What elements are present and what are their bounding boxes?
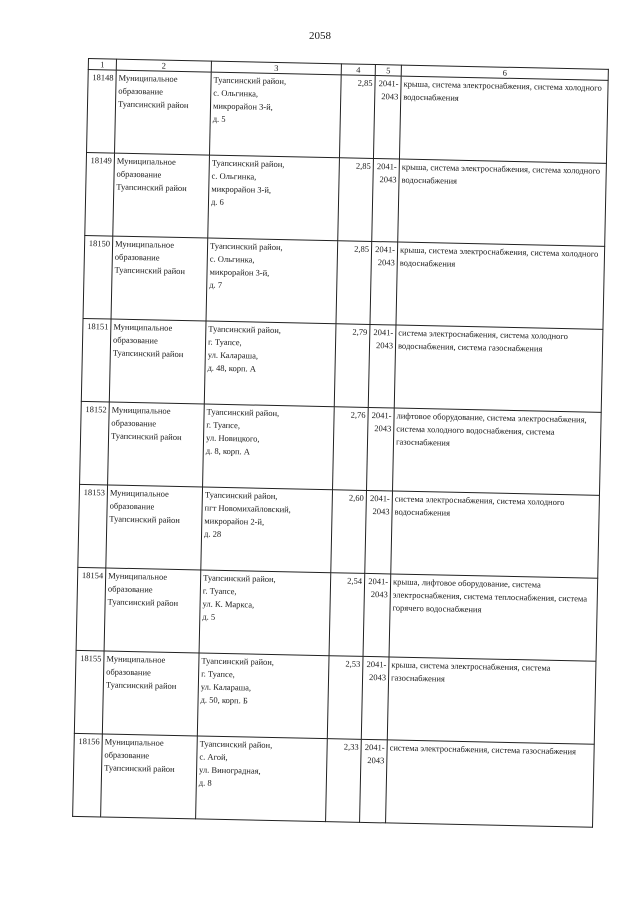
- address-cell: [208, 155, 340, 241]
- address-line: Туапсинский район,: [203, 572, 276, 585]
- register-table: [72, 58, 609, 828]
- address-line: с. Ольгинка,: [213, 87, 259, 99]
- address-cell: [203, 404, 335, 490]
- works-cell: крыша, система электроснабжения, система холодного водоснабжения: [398, 159, 607, 246]
- years-cell: [370, 241, 398, 325]
- years-line: 2043: [368, 672, 387, 683]
- works-cell: крыша, система электроснабжения, система холодного водоснабжения: [399, 76, 608, 163]
- owner-line: Муниципальное: [116, 155, 176, 167]
- years-cell: [373, 76, 401, 160]
- owner-line: Туапсинский район: [114, 264, 186, 277]
- owner-cell: [101, 734, 198, 819]
- owner-line: Туапсинский район: [107, 596, 179, 609]
- header-col-3: 3: [211, 61, 341, 75]
- table-row: [87, 70, 609, 164]
- works-cell: система электроснабжения, система газоснабжения: [386, 740, 595, 827]
- address-line: пгт Новомихайловский,: [204, 502, 291, 515]
- owner-line: Туапсинский район: [110, 430, 182, 443]
- address-cell: [196, 736, 328, 822]
- owner-cell: [115, 70, 212, 155]
- value-cell: 2,53: [327, 656, 363, 740]
- header-col-5: 5: [375, 65, 401, 77]
- address-line: Туапсинский район,: [201, 655, 275, 668]
- value-cell: 2,33: [326, 739, 362, 823]
- table-row: [80, 401, 602, 495]
- works-cell: крыша, система электроснабжения, система холодного водоснабжения: [396, 242, 605, 329]
- table-row: [85, 152, 607, 246]
- years-cell: [368, 324, 396, 408]
- owner-cell: [111, 236, 208, 321]
- address-line: г. Туапсе,: [207, 336, 242, 348]
- address-line: д. 48, корп. А: [207, 362, 257, 374]
- works-cell: система электроснабжения, система холодного водоснабжения, система газоснабжения: [394, 325, 603, 412]
- table-body: [73, 70, 609, 828]
- value-cell: 2,76: [333, 407, 369, 491]
- years-line: 2041-: [378, 78, 399, 89]
- owner-line: Муниципальное: [113, 321, 173, 333]
- owner-line: образование: [104, 749, 150, 761]
- years-cell: [365, 490, 393, 574]
- owner-line: Муниципальное: [104, 736, 164, 748]
- address-line: д. 50, корп. Б: [200, 694, 248, 706]
- address-line: д. 5: [202, 611, 216, 622]
- years-line: 2041-: [366, 658, 387, 670]
- row-number: 18148: [87, 70, 117, 154]
- years-cell: [361, 656, 389, 740]
- works-cell: лифтовое оборудование, система электроснабжения, система холодного водоснабжения, система газоснабжения: [392, 408, 601, 495]
- address-line: ул. К. Маркса,: [202, 598, 255, 610]
- years-line: 2041-: [371, 410, 392, 421]
- address-line: ул. Калараша,: [207, 349, 259, 361]
- address-line: д. 28: [203, 528, 222, 539]
- years-line: 2043: [381, 91, 399, 102]
- address-line: г. Туапсе,: [201, 668, 235, 680]
- address-line: г. Туапсе,: [206, 419, 241, 431]
- header-col-6: 6: [401, 65, 608, 80]
- address-line: с. Агой,: [199, 751, 228, 763]
- address-line: д. 7: [209, 279, 223, 290]
- years-line: 2041-: [368, 575, 389, 587]
- table-row: [81, 318, 603, 412]
- address-line: г. Туапсе,: [202, 585, 237, 597]
- owner-line: Муниципальное: [118, 72, 178, 84]
- address-line: Туапсинский район,: [213, 74, 287, 87]
- owner-line: образование: [111, 417, 157, 429]
- table-row: [73, 733, 595, 827]
- owner-line: Туапсинский район: [116, 181, 187, 194]
- owner-line: Муниципальное: [106, 653, 166, 665]
- address-line: Туапсинский район,: [211, 157, 285, 170]
- address-line: с. Ольгинка,: [211, 170, 257, 182]
- row-number: 18150: [83, 235, 113, 319]
- years-line: 2043: [374, 423, 392, 434]
- years-line: 2041-: [376, 161, 397, 172]
- row-number: 18151: [81, 318, 111, 402]
- works-cell: система электроснабжения, система холодного водоснабжения: [391, 491, 600, 578]
- owner-line: образование: [107, 583, 153, 595]
- works-cell: крыша, система электроснабжения, система газоснабжения: [387, 657, 596, 744]
- address-line: микрорайон 3-й,: [212, 100, 273, 112]
- years-cell: [372, 159, 400, 243]
- years-line: 2041-: [364, 741, 385, 753]
- years-line: 2043: [375, 340, 394, 351]
- owner-cell: [102, 651, 199, 736]
- scanned-table-area: [72, 58, 609, 828]
- owner-line: Муниципальное: [115, 238, 175, 250]
- years-cell: [363, 573, 391, 657]
- works-cell: крыша, лифтовое оборудование, система электроснабжения, система теплоснабжения, система горячего водоснабжения: [389, 574, 598, 661]
- address-line: микрорайон 2-й,: [204, 515, 265, 527]
- address-line: Туапсинский район,: [209, 240, 283, 253]
- value-cell: 2,54: [329, 573, 365, 657]
- row-number: 18149: [85, 152, 115, 236]
- address-line: микрорайон 3-й,: [211, 183, 272, 195]
- owner-line: образование: [109, 500, 155, 512]
- row-number: 18155: [74, 650, 104, 734]
- owner-line: образование: [118, 85, 164, 97]
- owner-line: Туапсинский район: [109, 513, 180, 526]
- address-cell: [204, 321, 336, 407]
- address-cell: [197, 653, 329, 739]
- owner-line: Туапсинский район: [112, 347, 184, 360]
- table-row: [76, 567, 598, 661]
- years-line: 2041-: [373, 327, 394, 338]
- header-col-4: 4: [341, 64, 375, 76]
- years-cell: [360, 739, 388, 823]
- value-cell: 2,85: [339, 75, 375, 159]
- owner-cell: [109, 319, 206, 404]
- value-cell: 2,85: [336, 241, 372, 325]
- row-number: 18153: [78, 484, 108, 568]
- table-row: [83, 235, 605, 329]
- address-line: д. 5: [212, 113, 226, 124]
- address-line: ул. Калараша,: [200, 681, 252, 693]
- page-number: 2058: [309, 30, 331, 42]
- value-cell: 2,85: [338, 158, 374, 242]
- table-row: [74, 650, 596, 744]
- owner-line: образование: [113, 334, 158, 346]
- address-line: Туапсинский район,: [204, 489, 278, 502]
- owner-cell: [106, 485, 203, 570]
- address-line: Туапсинский район,: [199, 738, 273, 751]
- owner-cell: [104, 568, 201, 653]
- owner-cell: [108, 402, 205, 487]
- owner-line: Туапсинский район: [117, 98, 189, 111]
- years-line: 2043: [367, 755, 385, 766]
- header-col-2: 2: [116, 59, 211, 72]
- years-line: 2041-: [375, 244, 396, 255]
- address-line: д. 6: [210, 196, 224, 207]
- address-line: Туапсинский район,: [208, 323, 282, 336]
- years-line: 2043: [379, 174, 397, 185]
- address-line: ул. Виноградная,: [199, 764, 261, 776]
- table-row: [78, 484, 600, 578]
- years-line: 2043: [370, 589, 388, 600]
- owner-line: образование: [116, 168, 162, 180]
- owner-line: Туапсинский район: [105, 679, 177, 691]
- row-number: 18156: [73, 733, 103, 817]
- value-cell: 2,60: [331, 490, 367, 574]
- address-cell: [209, 72, 341, 158]
- row-number: 18154: [76, 567, 106, 651]
- address-line: Туапсинский район,: [206, 406, 280, 419]
- owner-line: Муниципальное: [108, 570, 168, 582]
- owner-line: Муниципальное: [111, 404, 171, 416]
- address-line: ул. Новицкого,: [205, 432, 260, 444]
- owner-line: образование: [106, 666, 151, 678]
- years-line: 2043: [372, 506, 390, 517]
- address-line: с. Ольгинка,: [209, 253, 255, 265]
- value-cell: 2,79: [334, 324, 370, 408]
- years-line: 2043: [377, 257, 395, 268]
- row-number: 18152: [80, 401, 110, 485]
- address-cell: [201, 487, 333, 573]
- address-line: д. 8, корп. А: [205, 445, 251, 457]
- owner-cell: [113, 153, 210, 238]
- owner-line: Туапсинский район: [104, 762, 175, 774]
- address-cell: [206, 238, 338, 324]
- address-cell: [199, 570, 331, 656]
- years-cell: [367, 407, 395, 491]
- header-col-1: 1: [88, 59, 116, 71]
- address-line: д. 8: [198, 777, 212, 788]
- owner-line: Муниципальное: [109, 487, 169, 499]
- years-line: 2041-: [369, 493, 390, 504]
- address-line: микрорайон 3-й,: [209, 266, 270, 278]
- owner-line: образование: [114, 251, 160, 263]
